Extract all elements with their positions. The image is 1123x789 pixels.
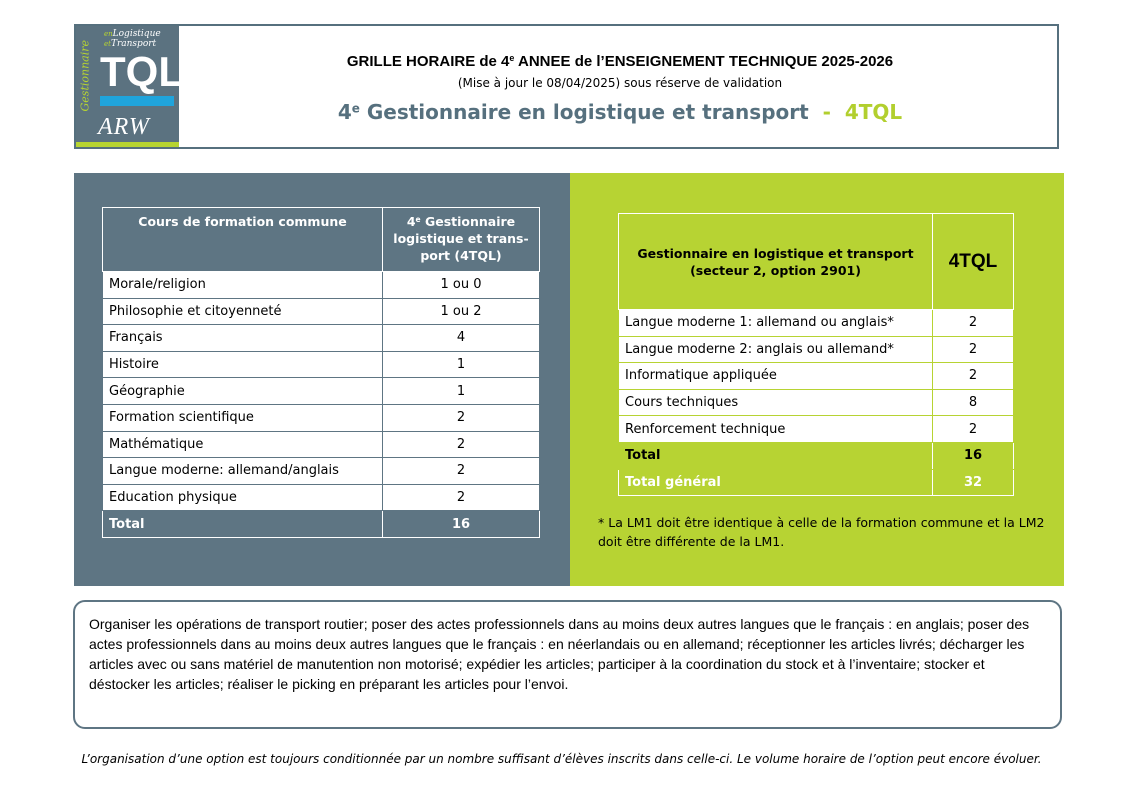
- table-row: [103, 298, 540, 325]
- course-name: Total général: [619, 469, 933, 496]
- table-header-row: [619, 214, 1014, 310]
- option-courses-panel: [570, 173, 1064, 586]
- program-code: 4TQL: [844, 100, 903, 124]
- header-box: [74, 24, 1059, 149]
- column-header-hours: 4e Gestionnaire logistique et trans-port (4TQL): [383, 208, 540, 272]
- page-title: GRILLE HORAIRE de 4e ANNEE de l’ENSEIGNEMENT TECHNIQUE 2025-2026: [346, 53, 894, 70]
- course-name: Français: [103, 325, 383, 352]
- table-header-row: [103, 208, 540, 272]
- course-hours: 2: [933, 363, 1014, 390]
- column-header-course: Cours de formation commune: [103, 208, 383, 272]
- course-hours: 4: [383, 325, 540, 352]
- course-name: Mathématique: [103, 431, 383, 458]
- table-row: [619, 416, 1014, 443]
- table-row: [619, 389, 1014, 416]
- course-hours: 1 ou 2: [383, 298, 540, 325]
- logo-bar: [100, 96, 174, 106]
- column-header-course: Gestionnaire en logistique et transport (secteur 2, option 2901): [619, 214, 933, 310]
- total-row: [619, 442, 1014, 469]
- course-name: Langue moderne 1: allemand ou anglais*: [619, 310, 933, 337]
- table-row: [619, 336, 1014, 363]
- table-row: [103, 272, 540, 299]
- course-name: Cours techniques: [619, 389, 933, 416]
- course-hours: 32: [933, 469, 1014, 496]
- table-row: [103, 351, 540, 378]
- course-name: Formation scientifique: [103, 404, 383, 431]
- course-name: Langue moderne: allemand/anglais: [103, 458, 383, 485]
- table-row: [103, 431, 540, 458]
- logo-code: TQL: [100, 48, 184, 95]
- course-hours: 1: [383, 378, 540, 405]
- table-row: [103, 484, 540, 511]
- logo-small-text: enLogistique etTransport: [104, 29, 161, 49]
- course-hours: 8: [933, 389, 1014, 416]
- course-hours: 1 ou 0: [383, 272, 540, 299]
- table-row: [619, 310, 1014, 337]
- course-name: Philosophie et citoyenneté: [103, 298, 383, 325]
- course-hours: 2: [383, 458, 540, 485]
- course-name: Géographie: [103, 378, 383, 405]
- tql-logo: [76, 26, 184, 147]
- course-hours: 16: [383, 511, 540, 538]
- table-row: [103, 378, 540, 405]
- course-hours: 2: [933, 336, 1014, 363]
- page-subtitle: (Mise à jour le 08/04/2025) sous réserve de validation: [457, 76, 783, 90]
- course-hours: 2: [933, 310, 1014, 337]
- course-hours: 2: [383, 404, 540, 431]
- course-name: Renforcement technique: [619, 416, 933, 443]
- program-title: 4e Gestionnaire en logistique et transport - 4TQL: [337, 100, 903, 124]
- language-note: * La LM1 doit être identique à celle de la formation commune et la LM2 doit être différente de la LM1.: [598, 515, 1045, 549]
- table-row: [103, 458, 540, 485]
- column-header-code: 4TQL: [933, 214, 1014, 310]
- course-name: Total: [619, 442, 933, 469]
- table-row: [103, 404, 540, 431]
- course-hours: 2: [383, 431, 540, 458]
- program-description: Organiser les opérations de transport routier; poser des actes professionnels dans au moins deux autres langues que le français : en anglais; poser des actes professionnels dans au moins deux autres langues que le français : en néerlandais ou en allemand; réceptionner les articles livrés; décharger les articles avec ou sans matériel de manutention non motorisé; expédier les articles; participer à la coordination du stock et à l’inventaire; stocker et déstocker les articles; réaliser le picking en préparant les articles pour l’envoi.: [73, 600, 1062, 729]
- course-name: Histoire: [103, 351, 383, 378]
- course-name: Informatique appliquée: [619, 363, 933, 390]
- course-name: Langue moderne 2: anglais ou allemand*: [619, 336, 933, 363]
- course-hours: 2: [933, 416, 1014, 443]
- table-row: [103, 325, 540, 352]
- course-hours: 1: [383, 351, 540, 378]
- common-courses-panel: [74, 173, 570, 586]
- course-name: Education physique: [103, 484, 383, 511]
- course-name: Total: [103, 511, 383, 538]
- logo-org: ARW: [98, 114, 150, 140]
- footer-disclaimer: L’organisation d’une option est toujours conditionnée par un nombre suffisant d’élèves inscrits dans celle-ci. Le volume horaire de l’option peut encore évoluer.: [81, 752, 1042, 766]
- table-row: [619, 363, 1014, 390]
- logo-side-text: Gestionnaire: [78, 39, 92, 112]
- gen-row: [619, 469, 1014, 496]
- total-row: [103, 511, 540, 538]
- course-hours: 2: [383, 484, 540, 511]
- logo-underline: [76, 142, 179, 147]
- option-courses-table: [618, 213, 1014, 496]
- common-courses-table: [102, 207, 540, 538]
- course-hours: 16: [933, 442, 1014, 469]
- course-name: Morale/religion: [103, 272, 383, 299]
